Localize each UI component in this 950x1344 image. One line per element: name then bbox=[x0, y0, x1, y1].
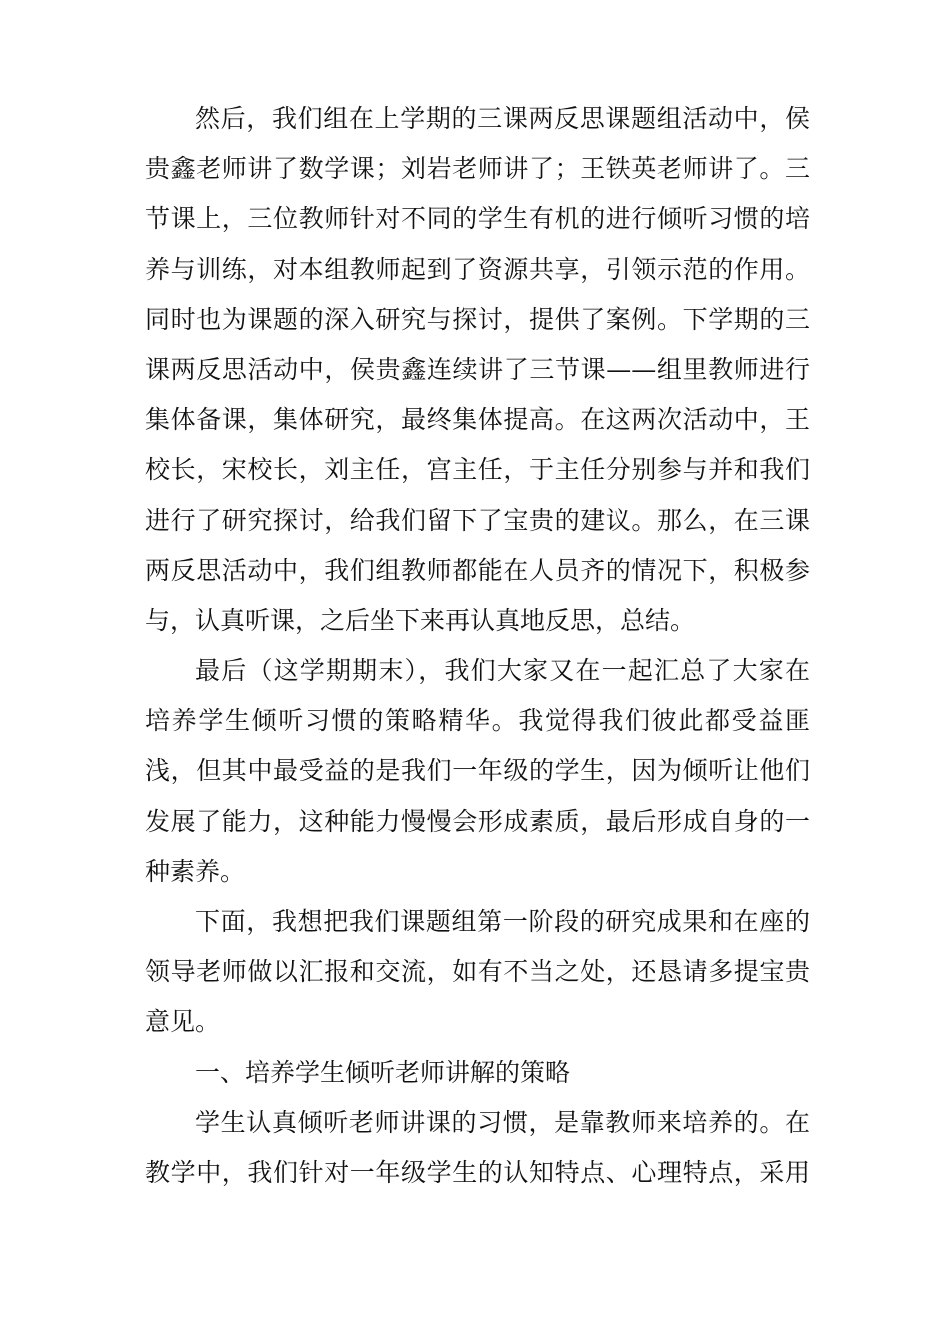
text-line: 学生认真倾听老师讲课的习惯，是靠教师来培养的。在 bbox=[195, 1107, 810, 1137]
text-line: 与，认真听课，之后坐下来再认真地反思，总结。 bbox=[145, 605, 696, 635]
paragraph-2 bbox=[145, 646, 810, 897]
paragraph-3 bbox=[145, 897, 810, 1048]
text-line: 节课上，三位教师针对不同的学生有机的进行倾听习惯的培 bbox=[145, 204, 810, 234]
text-line: 下面，我想把我们课题组第一阶段的研究成果和在座的 bbox=[195, 907, 810, 936]
text-line: 养与训练，对本组教师起到了资源共享，引领示范的作用。 bbox=[145, 254, 810, 284]
text-line: 然后，我们组在上学期的三课两反思课题组活动中，侯 bbox=[195, 104, 810, 133]
text-line: 两反思活动中，我们组教师都能在人员齐的情况下，积极参 bbox=[145, 555, 810, 585]
text-line: 最后（这学期期末），我们大家又在一起汇总了大家在 bbox=[195, 656, 810, 686]
text-line: 种素养。 bbox=[145, 856, 246, 886]
text-line: 同时也为课题的深入研究与探讨，提供了案例。下学期的三 bbox=[145, 304, 810, 334]
text-line: 意见。 bbox=[145, 1007, 221, 1037]
text-line: 浅，但其中最受益的是我们一年级的学生，因为倾听让他们 bbox=[145, 756, 810, 786]
text-line: 课两反思活动中，侯贵鑫连续讲了三节课——组里教师进行 bbox=[145, 354, 810, 384]
text-line: 贵鑫老师讲了数学课；刘岩老师讲了；王铁英老师讲了。三 bbox=[145, 154, 810, 184]
text-line: 校长，宋校长，刘主任，宫主任，于主任分别参与并和我们 bbox=[145, 455, 810, 485]
paragraph-1 bbox=[145, 94, 810, 646]
text-line: 教学中，我们针对一年级学生的认知特点、心理特点，采用 bbox=[145, 1157, 810, 1187]
text-line: 集体备课，集体研究，最终集体提高。在这两次活动中，王 bbox=[145, 405, 810, 435]
text-line: 培养学生倾听习惯的策略精华。我觉得我们彼此都受益匪 bbox=[145, 706, 810, 736]
heading-text: 一、培养学生倾听老师讲解的策略 bbox=[195, 1057, 571, 1087]
text-line: 发展了能力，这种能力慢慢会形成素质，最后形成自身的一 bbox=[145, 806, 810, 836]
text-line: 领导老师做以汇报和交流，如有不当之处，还恳请多提宝贵 bbox=[145, 957, 810, 987]
section-heading bbox=[145, 1048, 810, 1098]
text-line: 进行了研究探讨，给我们留下了宝贵的建议。那么，在三课 bbox=[145, 505, 810, 535]
document-body bbox=[145, 94, 810, 1198]
paragraph-4 bbox=[145, 1098, 810, 1198]
